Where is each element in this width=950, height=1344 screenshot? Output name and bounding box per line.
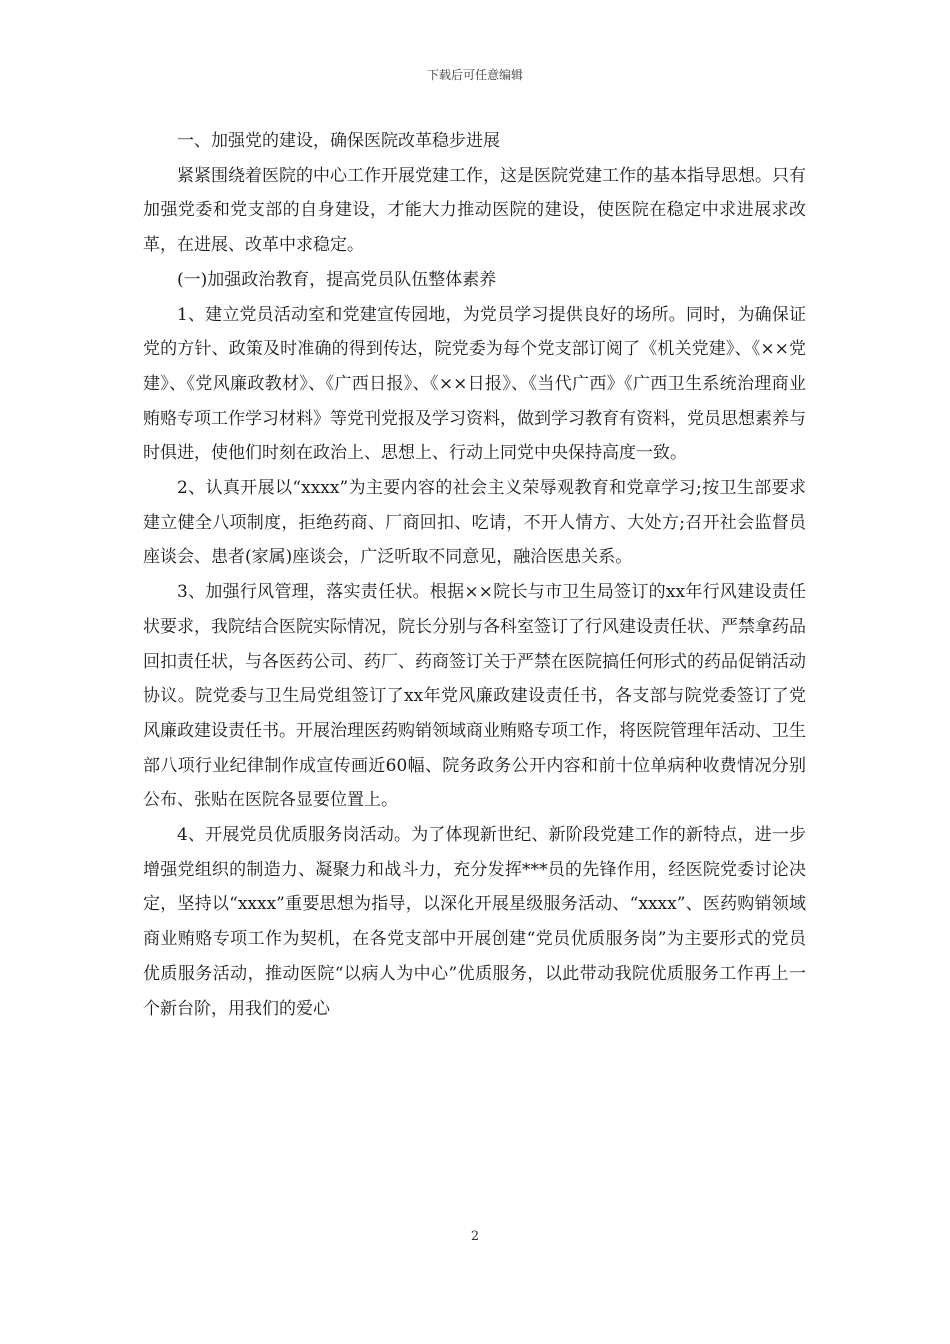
page-header: 下载后可任意编辑 <box>426 68 523 82</box>
paragraph-intro: 紧紧围绕着医院的中心工作开展党建工作，这是医院党建工作的基本指导思想。只有加强党委和党支部的自身建设，才能大力推动医院的建设，使医院在稳定中求进展求改革，在进展、改革中求稳定。 <box>143 165 806 256</box>
paragraph-item-3: 3、加强行风管理，落实责任状。根据××院长与市卫生局签订的xx年行风建设责任状要求，我院结合医院实际情况，院长分别与各科室签订了行风建设责任状、严禁拿药品回扣责任状，与各医药公司、药厂、药商签订关于严禁在医院搞任何形式的药品促销活动协议。院党委与卫生局党组签订了xx年党风廉政建设责任书，各支部与院党委签订了党风廉政建设责任书。开展治理医药购销领域商业贿赂专项工作，将医院管理年活动、卫生部八项行业纪律制作成宣传画近60幅、院务政务公开内容和前十位单病种收费情况分别公布、张贴在医院各显要位置上。 <box>143 582 806 811</box>
paragraph-item-1: 1、建立党员活动室和党建宣传园地，为党员学习提供良好的场所。同时，为确保证党的方针、政策及时准确的得到传达，院党委为每个党支部订阅了《机关党建》、《××党建》、《党风廉政教材》、《广西日报》、《××日报》、《当代广西》《广西卫生系统治理商业贿赂专项工作学习材料》等党刊党报及学习资料，做到学习教育有资料，党员思想素养与时俱进，使他们时刻在政治上、思想上、行动上同党中央保持高度一致。 <box>143 304 806 464</box>
paragraph-item-2: 2、认真开展以“xxxx”为主要内容的社会主义荣辱观教育和党章学习;按卫生部要求建立健全八项制度，拒绝药商、厂商回扣、吃请，不开人情方、大处方;召开社会监督员座谈会、患者(家属)座谈会，广泛听取不同意见，融洽医患关系。 <box>143 478 806 568</box>
paragraph-item-4: 4、开展党员优质服务岗活动。为了体现新世纪、新阶段党建工作的新特点，进一步增强党组织的制造力、凝聚力和战斗力，充分发挥***员的先锋作用，经医院党委讨论决定，坚持以“xxxx”重要思想为指导，以深化开展星级服务活动、“xxxx”、医药购销领域商业贿赂专项工作为契机，在各党支部中开展创建“党员优质服务岗”为主要形式的党员优质服务活动，推动医院“以病人为中心”优质服务，以此带动我院优质服务工作再上一个新台阶，用我们的爱心 <box>143 825 806 1019</box>
section-heading: 一、加强党的建设，确保医院改革稳步进展 <box>177 131 500 151</box>
page-number: 2 <box>470 1229 480 1244</box>
document-body <box>143 124 806 1026</box>
subsection-heading: (一)加强政治教育，提高党员队伍整体素养 <box>177 269 497 290</box>
